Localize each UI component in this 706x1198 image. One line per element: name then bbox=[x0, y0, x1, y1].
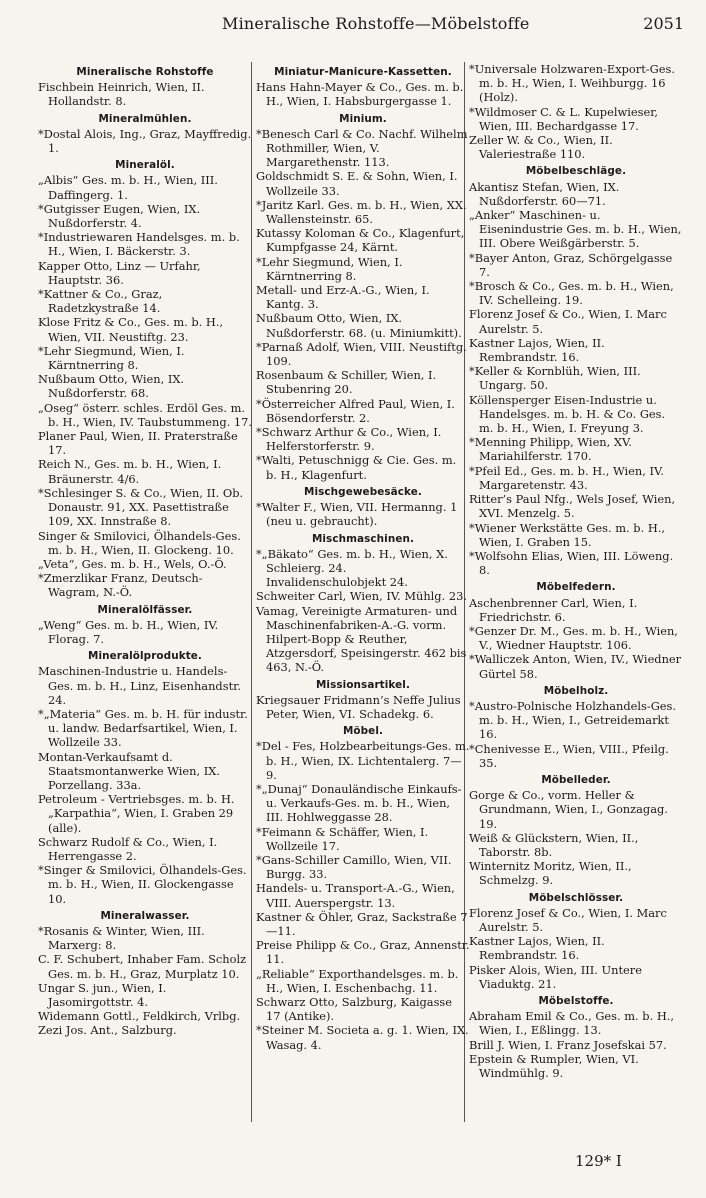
section-heading: Möbelfedern. bbox=[536, 581, 616, 594]
directory-entry: Pisker Alois, Wien, III. Untere Viaduktg. 21. bbox=[469, 962, 642, 991]
section-heading: Möbelbeschläge. bbox=[525, 165, 627, 178]
directory-column-3 bbox=[469, 62, 683, 1080]
directory-entry: *Gutgisser Eugen, Wien, IX. Nußdorferstr. 4. bbox=[38, 201, 201, 231]
directory-entry: Ungar S. jun., Wien, I. Jasomirgottstr. 4. bbox=[38, 980, 167, 1009]
directory-entry: Kapper Otto, Linz — Urfahr, Hauptstr. 36. bbox=[38, 258, 201, 287]
directory-entry: Vamag, Vereinigte Armaturen- und Maschinenfabriken-A.-G. vorm. Hilpert-Bopp & Reuther, Atzgersdorf, Speisingerstr. 462 bis 463, N.-Ö. bbox=[256, 603, 467, 675]
directory-column-1 bbox=[38, 62, 252, 1038]
directory-entry: Florenz Josef & Co., Wien, I. Marc Aurelstr. 5. bbox=[469, 307, 667, 336]
section-heading: Mineralöl. bbox=[115, 159, 175, 172]
directory-entry: Köllensperger Eisen-Industrie u. Handelsges. m. b. H. & Co. Ges. m. b. H., Wien, I. Freyung 3. bbox=[469, 392, 666, 436]
directory-entry: *Walti, Petuschnigg & Cie. Ges. m. b. H., Klagenfurt. bbox=[256, 453, 457, 482]
directory-entry: Winternitz Moritz, Wien, II., Schmelzg. 9. bbox=[469, 859, 632, 888]
directory-entry: *Austro-Polnische Holzhandels-Ges. m. b. H., Wien, I., Getreidemarkt 16. bbox=[469, 698, 677, 742]
directory-entry: *Keller & Kornblüh, Wien, III. Ungarg. 50. bbox=[469, 364, 641, 393]
directory-entry: *Walliczek Anton, Wien, IV., Wiedner Gürtel 58. bbox=[469, 652, 682, 681]
directory-entry: Gorge & Co., vorm. Heller & Grundmann, Wien, I., Gonzagag. 19. bbox=[469, 788, 668, 831]
directory-entry: Rosenbaum & Schiller, Wien, I. Stubenring 20. bbox=[256, 368, 437, 397]
directory-entry: Metall- und Erz-A.-G., Wien, I. Kantg. 3. bbox=[256, 283, 430, 312]
directory-entry: „Veta“, Ges. m. b. H., Wels, O.-Ö. bbox=[38, 556, 227, 571]
directory-entry: „Anker“ Maschinen- u. Eisenindustrie Ges. m. b. H., Wien, III. Obere Weißgärberstr. 5. bbox=[469, 208, 682, 251]
section-heading: Miniatur-Manicure-Kassetten. bbox=[274, 66, 452, 78]
directory-entry: Kutassy Koloman & Co., Klagenfurt, Kumpfgasse 24, Kärnt. bbox=[256, 226, 465, 255]
directory-entry: *Benesch Carl & Co. Nachf. Wilhelm Rothmiller, Wien, V. Margarethenstr. 113. bbox=[256, 126, 468, 170]
section-heading: Möbel. bbox=[342, 725, 384, 738]
directory-entry: Singer & Smilovici, Ölhandels-Ges. m. b. H., Wien, II. Glockeng. 10. bbox=[38, 528, 241, 557]
directory-entry: *Schlesinger S. & Co., Wien, II. Ob. Donaustr. 91, XX. Pasettistraße 109, XX. Innstraße 8. bbox=[38, 485, 244, 529]
directory-entry: *Steiner M. Societa a. g. 1. Wien, IX. Wasag. 4. bbox=[256, 1023, 469, 1052]
directory-entry: Weiß & Glückstern, Wien, II., Taborstr. 8b. bbox=[469, 830, 639, 859]
directory-entry: *Lehr Siegmund, Wien, I. Kärntnerring 8. bbox=[38, 343, 185, 373]
directory-entry: *Schwarz Arthur & Co., Wien, I. Helferstorferstr. 9. bbox=[256, 425, 442, 454]
signature-mark: 129* I bbox=[575, 1152, 622, 1170]
directory-entry: Kastner Lajos, Wien, II. Rembrandstr. 16. bbox=[469, 335, 605, 365]
directory-entry: *„Materia“ Ges. m. b. H. für industr. u. landw. Bedarfsartikel, Wien, I. Wollzeile 33. bbox=[38, 706, 248, 750]
directory-entry: „Weng“ Ges. m. b. H., Wien, IV. Florag. 7. bbox=[38, 617, 219, 646]
directory-entry: Maschinen-Industrie u. Handels-Ges. m. b. H., Linz, Eisenhandstr. 24. bbox=[38, 664, 241, 707]
directory-entry: *Zmerzlikar Franz, Deutsch-Wagram, N.-Ö. bbox=[38, 571, 203, 600]
page-header bbox=[0, 14, 706, 38]
section-heading: Mischmaschinen. bbox=[311, 532, 415, 545]
directory-entry: *Bayer Anton, Graz, Schörgelgasse 7. bbox=[469, 250, 673, 279]
directory-entry: *Pfeil Ed., Ges. m. b. H., Wien, IV. Margaretenstr. 43. bbox=[469, 463, 664, 492]
directory-entry: Schweiter Carl, Wien, IV. Mühlg. 23. bbox=[256, 589, 467, 604]
directory-entry: Nußbaum Otto, Wien, IX. Nußdorferstr. 68. bbox=[38, 372, 185, 401]
directory-entry: Planer Paul, Wien, II. Praterstraße 17. bbox=[38, 429, 238, 458]
section-heading: Möbelholz. bbox=[543, 684, 609, 697]
directory-entry: *„Dunaj“ Donauländische Einkaufs- u. Verkaufs-Ges. m. b. H., Wien, III. Hohlweggasse 28. bbox=[256, 781, 462, 825]
directory-entry: „Albis“ Ges. m. b. H., Wien, III. Daffingerg. 1. bbox=[38, 173, 218, 202]
directory-entry: Kastner Lajos, Wien, II. Rembrandstr. 16. bbox=[469, 934, 605, 963]
directory-entry: *„Bäkato“ Ges. m. b. H., Wien, X. Schleierg. 24. Invalidenschulobjekt 24. bbox=[256, 546, 448, 590]
directory-entry: *Dostal Alois, Ing., Graz, Mayffredig. 1. bbox=[38, 126, 252, 156]
directory-entry: Fischbein Heinrich, Wien, II. Hollandstr. 8. bbox=[38, 80, 205, 109]
directory-entry: *Brosch & Co., Ges. m. b. H., Wien, IV. Schelleing. 19. bbox=[469, 279, 674, 308]
section-heading: Möbelstoffe. bbox=[538, 995, 614, 1007]
directory-entry: Zezi Jos. Ant., Salzburg. bbox=[38, 1023, 177, 1038]
section-heading: Mineralische Rohstoffe bbox=[76, 66, 214, 78]
directory-entry: Kriegsauer Fridmann’s Neffe Julius Peter, Wien, VI. Schadekg. 6. bbox=[256, 692, 461, 721]
directory-entry: Widemann Gottl., Feldkirch, Vrlbg. bbox=[38, 1009, 241, 1024]
directory-entry: Schwarz Otto, Salzburg, Kaigasse 17 (Antike). bbox=[256, 995, 453, 1024]
directory-entry: *Feimann & Schäffer, Wien, I. Wollzeile 17. bbox=[256, 824, 429, 853]
directory-entry: Preise Philipp & Co., Graz, Annenstr. 11. bbox=[256, 938, 470, 967]
section-heading: Minium. bbox=[339, 112, 387, 125]
directory-entry: Florenz Josef & Co., Wien, I. Marc Aurelstr. 5. bbox=[469, 905, 667, 934]
directory-entry: *Rosanis & Winter, Wien, III. Marxerg: 8. bbox=[38, 923, 205, 953]
directory-entry: Petroleum - Vertriebsges. m. b. H. „Karpathia“, Wien, I. Graben 29 (alle). bbox=[38, 792, 235, 835]
directory-entry: Nußbaum Otto, Wien, IX. Nußdorferstr. 68. (u. Miniumkitt). bbox=[256, 311, 462, 340]
section-heading: Möbelleder. bbox=[541, 773, 611, 786]
directory-entry: *Menning Philipp, Wien, XV. Mariahilferstr. 170. bbox=[469, 435, 632, 464]
directory-entry: Aschenbrenner Carl, Wien, I. Friedrichstr. 6. bbox=[469, 595, 638, 624]
directory-entry: *Kattner & Co., Graz, Radetzkystraße 14. bbox=[38, 287, 163, 316]
directory-entry: Handels- u. Transport-A.-G., Wien, VIII. Auerspergstr. 13. bbox=[256, 881, 455, 910]
directory-entry: *Universale Holzwaren-Export-Ges. m. b. H., Wien, I. Weihburgg. 16 (Holz). bbox=[469, 62, 675, 105]
directory-entry: *Wildmoser C. & L. Kupelwieser, Wien, III. Bechardgasse 17. bbox=[469, 104, 659, 133]
directory-entry: „Reliable“ Exporthandelsges. m. b. H., Wien, I. Eschenbachg. 11. bbox=[256, 966, 459, 995]
directory-entry: Hans Hahn-Mayer & Co., Ges. m. b. H., Wien, I. Habsburgergasse 1. bbox=[256, 80, 464, 109]
section-heading: Mineralmühlen. bbox=[98, 112, 192, 125]
directory-entry: *Industriewaren Handelsges. m. b. H., Wien, I. Bäckerstr. 3. bbox=[38, 230, 240, 259]
directory-entry: *Lehr Siegmund, Wien, I. Kärntnerring 8. bbox=[256, 254, 403, 283]
directory-entry: *Österreicher Alfred Paul, Wien, I. Bösendorferstr. 2. bbox=[256, 396, 455, 425]
directory-entry: *Jaritz Karl. Ges. m. b. H., Wien, XX. Wallensteinstr. 65. bbox=[256, 197, 467, 227]
directory-entry: Ritter’s Paul Nfg., Wels Josef, Wien, XVI. Menzelg. 5. bbox=[469, 492, 676, 521]
directory-entry: „Oseg“ österr. schles. Erdöl Ges. m. b. H., Wien, IV. Taubstummeng. 17. bbox=[38, 400, 252, 429]
section-heading: Mischgewebesäcke. bbox=[304, 485, 422, 498]
section-heading: Missionsartikel. bbox=[315, 678, 410, 691]
directory-entry: Kastner & Öhler, Graz, Sackstraße 7—11. bbox=[256, 909, 468, 938]
directory-entry: C. F. Schubert, Inhaber Fam. Scholz Ges. m. b. H., Graz, Murplatz 10. bbox=[38, 952, 247, 981]
directory-column-2 bbox=[256, 62, 470, 1052]
directory-entry: Goldschmidt S. E. & Sohn, Wien, I. Wollzeile 33. bbox=[256, 169, 458, 198]
running-title: Mineralische Rohstoffe—Möbelstoffe bbox=[222, 14, 530, 33]
section-heading: Mineralwasser. bbox=[100, 909, 190, 922]
directory-entry: Schwarz Rudolf & Co., Wien, I. Herrengasse 2. bbox=[38, 834, 218, 863]
directory-entry: Montan-Verkaufsamt d. Staatsmontanwerke Wien, IX. Porzellang. 33a. bbox=[38, 749, 220, 792]
directory-entry: *Del - Fes, Holzbearbeitungs-Ges. m. b. H., Wien, IX. Lichtentalerg. 7—9. bbox=[256, 739, 470, 782]
directory-entry: *Chenivesse E., Wien, VIII., Pfeilg. 35. bbox=[469, 741, 669, 770]
directory-entry: *Wiener Werkstätte Ges. m. b. H., Wien, I. Graben 15. bbox=[469, 520, 666, 549]
directory-entry: *Genzer Dr. M., Ges. m. b. H., Wien, V., Wiedner Hauptstr. 106. bbox=[469, 623, 678, 653]
directory-entry: Akantisz Stefan, Wien, IX. Nußdorferstr. 60—71. bbox=[469, 179, 620, 208]
page-number: 2051 bbox=[643, 14, 684, 33]
directory-entry: *Walter F., Wien, VII. Hermanng. 1 (neu u. gebraucht). bbox=[256, 500, 458, 529]
directory-entry: *Parnaß Adolf, Wien, VIII. Neustiftg. 109. bbox=[256, 339, 467, 369]
directory-entry: *Singer & Smilovici, Ölhandels-Ges. m. b. H., Wien, II. Glockengasse 10. bbox=[38, 863, 247, 906]
directory-entry: Epstein & Rumpler, Wien, VI. Windmühlg. 9. bbox=[469, 1051, 639, 1081]
directory-entry: *Gans-Schiller Camillo, Wien, VII. Burgg. 33. bbox=[256, 852, 452, 882]
directory-entry: *Wolfsohn Elias, Wien, III. Löweng. 8. bbox=[469, 548, 674, 578]
section-heading: Möbelschlösser. bbox=[528, 891, 624, 904]
directory-entry: Brill J. Wien, I. Franz Josefskai 57. bbox=[469, 1037, 667, 1052]
section-heading: Mineralölfässer. bbox=[97, 603, 193, 616]
directory-entry: Klose Fritz & Co., Ges. m. b. H., Wien, VII. Neustiftg. 23. bbox=[38, 315, 224, 344]
directory-entry: Reich N., Ges. m. b. H., Wien, I. Bräunerstr. 4/6. bbox=[38, 457, 222, 486]
section-heading: Mineralölprodukte. bbox=[88, 650, 202, 663]
directory-entry: Zeller W. & Co., Wien, II. Valeriestraße 110. bbox=[469, 133, 613, 162]
directory-entry: Abraham Emil & Co., Ges. m. b. H., Wien, I., Eßlingg. 13. bbox=[469, 1009, 674, 1038]
